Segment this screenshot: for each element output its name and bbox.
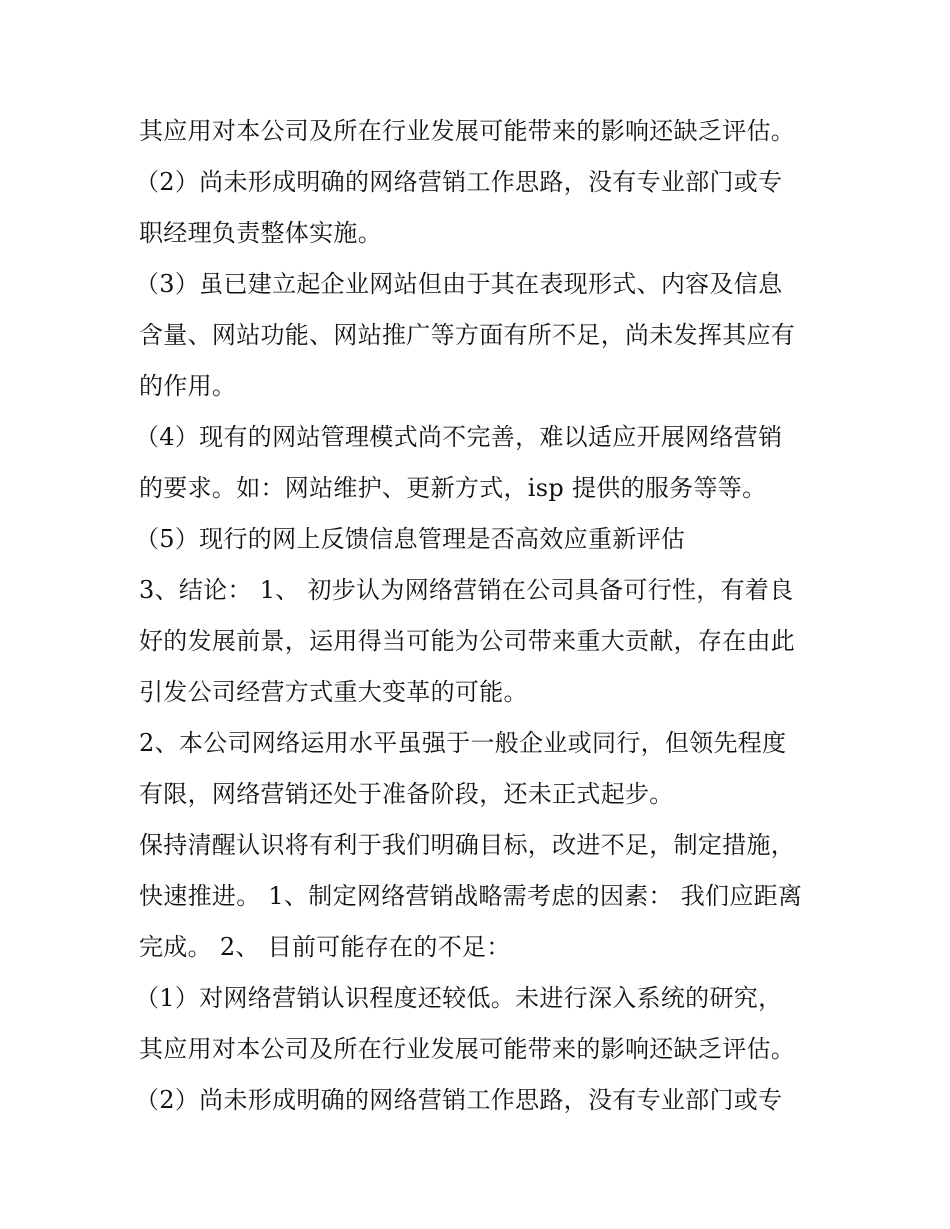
text-line: 职经理负责整体实施。 — [139, 219, 382, 247]
text-line: 快速推进。 1、制定网络营销战略需考虑的因素： 我们应距离 — [139, 882, 803, 910]
text-line: （3）虽已建立起企业网站但由于其在表现形式、内容及信息 — [135, 270, 783, 298]
document-body — [135, 106, 829, 1126]
text-line: （2）尚未形成明确的网络营销工作思路，没有专业部门或专 — [135, 1086, 783, 1114]
text-line: （1）对网络营销认识程度还较低。未进行深入系统的研究， — [135, 984, 783, 1012]
text-line: 含量、网站功能、网站推广等方面有所不足，尚未发挥其应有 — [139, 321, 796, 349]
text-line: （2）尚未形成明确的网络营销工作思路，没有专业部门或专 — [135, 168, 783, 196]
text-line: 其应用对本公司及所在行业发展可能带来的影响还缺乏评估。 — [139, 1035, 796, 1063]
text-line: 的要求。如：网站维护、更新方式，isp 提供的服务等等。 — [139, 474, 767, 502]
text-line: 2、本公司网络运用水平虽强于一般企业或同行，但领先程度 — [139, 729, 787, 757]
text-line: 保持清醒认识将有利于我们明确目标，改进不足，制定措施， — [139, 831, 796, 859]
text-line: 引发公司经营方式重大变革的可能。 — [139, 678, 528, 706]
text-line: （5）现行的网上反馈信息管理是否高效应重新评估 — [135, 525, 686, 553]
text-line: 完成。 2、 目前可能存在的不足： — [139, 933, 511, 961]
text-line: 3、结论： 1、 初步认为网络营销在公司具备可行性，有着良 — [139, 576, 794, 604]
text-line: 有限，网络营销还处于准备阶段，还未正式起步。 — [139, 780, 674, 808]
text-line: （4）现有的网站管理模式尚不完善，难以适应开展网络营销 — [135, 423, 783, 451]
text-line: 好的发展前景，运用得当可能为公司带来重大贡献，存在由此 — [139, 627, 796, 655]
text-line: 其应用对本公司及所在行业发展可能带来的影响还缺乏评估。 — [139, 117, 796, 145]
text-line: 的作用。 — [139, 372, 237, 400]
